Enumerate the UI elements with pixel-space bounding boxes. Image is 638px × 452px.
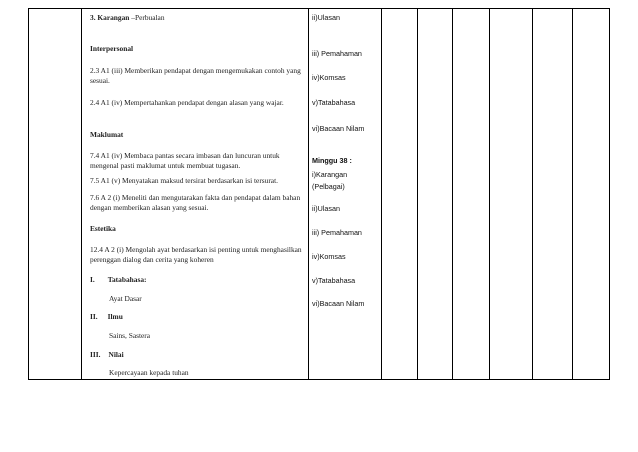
activity-komsas: iv)Komsas xyxy=(312,73,346,82)
standard-7-5: 7.5 A1 (v) Menyatakan maksud tersirat berdasarkan isi tersurat. xyxy=(90,176,278,185)
activity-bacaan-nilam: vi)Bacaan Nilam xyxy=(312,299,365,308)
standard-2-4: 2.4 A1 (iv) Mempertahankan pendapat dengan alasan yang wajar. xyxy=(90,98,284,107)
topic-heading: 3. Karangan –Perbualan xyxy=(90,13,165,22)
activity-karangan: i)Karangan xyxy=(312,170,348,179)
column-divider xyxy=(308,9,309,379)
column-divider xyxy=(489,9,490,379)
column-divider xyxy=(381,9,382,379)
item-ilmu: II. Ilmu xyxy=(90,312,123,321)
item-tatabahasa: I. Tatabahasa: xyxy=(90,275,147,284)
lesson-plan-table xyxy=(28,8,610,380)
standard-7-6: 7.6 A 2 (i) Meneliti dan mengutarakan fakta dan pendapat dalam bahan dengan memberikan alasan yang sesuai. xyxy=(90,193,301,212)
standard-2-3: 2.3 A1 (iii) Memberikan pendapat dengan mengemukakan contoh yang sesuai. xyxy=(90,66,301,85)
ayat-dasar: Ayat Dasar xyxy=(109,294,142,303)
section-estetika: Estetika xyxy=(90,224,116,233)
kepercayaan: Kepercayaan kepada tuhan xyxy=(109,368,189,377)
section-interpersonal: Interpersonal xyxy=(90,44,134,53)
column-divider xyxy=(81,9,82,379)
column-divider xyxy=(417,9,418,379)
standard-7-4: 7.4 A1 (iv) Membaca pantas secara imbasan dan luncuran untuk mengenal pasti maklumat untuk membuat tugasan. xyxy=(90,151,280,170)
sains-sastera: Sains, Sastera xyxy=(109,331,151,340)
activity-bacaan-nilam: vi)Bacaan Nilam xyxy=(312,124,365,133)
item-nilai: III. Nilai xyxy=(90,350,124,359)
section-maklumat: Maklumat xyxy=(90,130,124,139)
standard-12-4: 12.4 A 2 (i) Mengolah ayat berdasarkan isi penting untuk menghasilkan perenggan dialog dan cerita yang koheren xyxy=(90,245,302,264)
week-label: Minggu 38 : xyxy=(312,156,352,165)
column-divider xyxy=(532,9,533,379)
column-divider xyxy=(572,9,573,379)
activity-pemahaman: iii) Pemahaman xyxy=(312,49,362,58)
column-divider xyxy=(452,9,453,379)
activity-tatabahasa: v)Tatabahasa xyxy=(312,98,356,107)
activity-karangan-type: (Pelbagai) xyxy=(312,182,345,191)
activity-ulasan: ii)Ulasan xyxy=(312,13,340,22)
activity-tatabahasa: v)Tatabahasa xyxy=(312,276,356,285)
activity-komsas: iv)Komsas xyxy=(312,252,346,261)
activity-pemahaman: iii) Pemahaman xyxy=(312,228,362,237)
activity-ulasan: ii)Ulasan xyxy=(312,204,340,213)
